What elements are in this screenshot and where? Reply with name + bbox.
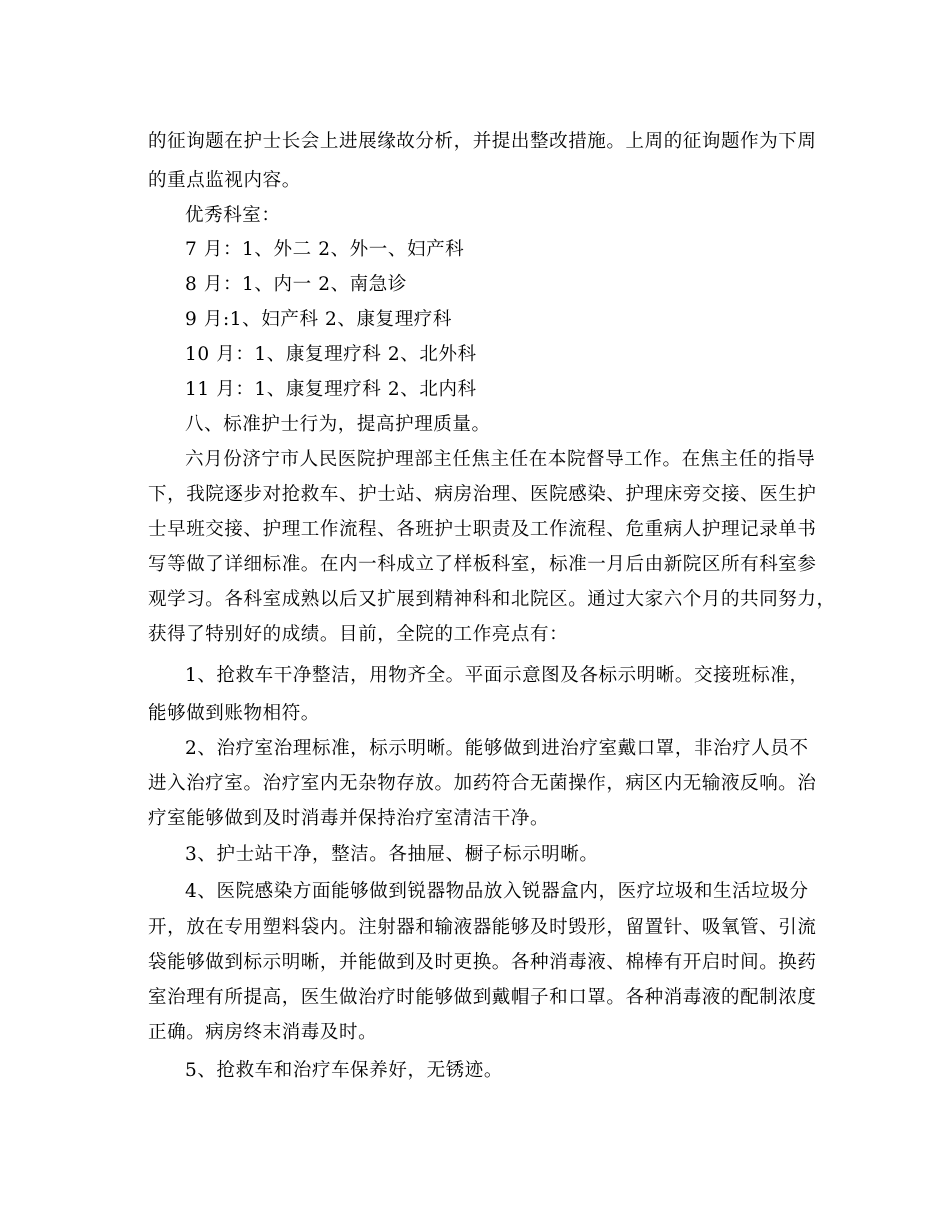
text-line-15: 获得了特别好的成绩。目前，全院的工作亮点有： bbox=[148, 624, 569, 645]
text-line-18: 2、治疗室治理标准，标示明晰。能够做到进治疗室戴口罩，非治疗人员不 bbox=[185, 738, 809, 759]
text-line-20: 疗室能够做到及时消毒并保持治疗室清洁干净。 bbox=[148, 808, 550, 829]
text-line-4: 7 月：1、外二 2、外一、妇产科 bbox=[185, 239, 465, 260]
text-line-17: 能够做到账物相符。 bbox=[148, 703, 320, 724]
text-line-9: 八、标准护士行为，提高护理质量。 bbox=[185, 414, 491, 435]
text-line-13: 写等做了详细标准。在内一科成立了样板科室，标准一月后由新院区所有科室参 bbox=[148, 554, 817, 575]
text-line-7: 10 月：1、康复理疗科 2、北外科 bbox=[185, 344, 477, 365]
text-line-6: 9 月:1、妇产科 2、康复理疗科 bbox=[185, 309, 453, 330]
text-line-10: 六月份济宁市人民医院护理部主任焦主任在本院督导工作。在焦主任的指导 bbox=[185, 449, 816, 470]
text-line-26: 正确。病房终末消毒及时。 bbox=[148, 1022, 378, 1043]
text-line-14: 观学习。各科室成熟以后又扩展到精神科和北院区。通过大家六个月的共同努力， bbox=[148, 589, 836, 610]
text-line-12: 士早班交接、护理工作流程、各班护士职责及工作流程、危重病人护理记录单书 bbox=[148, 519, 817, 540]
text-line-5: 8 月：1、内一 2、南急诊 bbox=[185, 274, 407, 295]
text-line-25: 室治理有所提高，医生做治疗时能够做到戴帽子和口罩。各种消毒液的配制浓度 bbox=[148, 987, 817, 1008]
text-line-2: 的重点监视内容。 bbox=[148, 170, 301, 191]
text-line-3: 优秀科室： bbox=[185, 205, 281, 226]
text-line-23: 开，放在专用塑料袋内。注射器和输液器能够及时毁形，留置针、吸氧管、引流 bbox=[148, 917, 817, 938]
text-line-19: 进入治疗室。治疗室内无杂物存放。加药符合无菌操作，病区内无输液反响。治 bbox=[148, 773, 817, 794]
text-line-22: 4、医院感染方面能够做到锐器物品放入锐器盒内，医疗垃圾和生活垃圾分 bbox=[185, 881, 809, 902]
text-line-8: 11 月：1、康复理疗科 2、北内科 bbox=[185, 379, 477, 400]
text-line-27: 5、抢救车和治疗车保养好，无锈迹。 bbox=[185, 1060, 503, 1081]
text-line-21: 3、护士站干净，整洁。各抽屉、橱子标示明晰。 bbox=[185, 844, 599, 865]
text-line-24: 袋能够做到标示明晰，并能做到及时更换。各种消毒液、棉棒有开启时间。换药 bbox=[148, 952, 817, 973]
text-line-1: 的征询题在护士长会上进展缘故分析，并提出整改措施。上周的征询题作为下周 bbox=[148, 131, 817, 152]
text-line-11: 下，我院逐步对抢救车、护士站、病房治理、医院感染、护理床旁交接、医生护 bbox=[148, 484, 817, 505]
text-line-16: 1、抢救车干净整洁，用物齐全。平面示意图及各标示明晰。交接班标准， bbox=[185, 665, 809, 686]
